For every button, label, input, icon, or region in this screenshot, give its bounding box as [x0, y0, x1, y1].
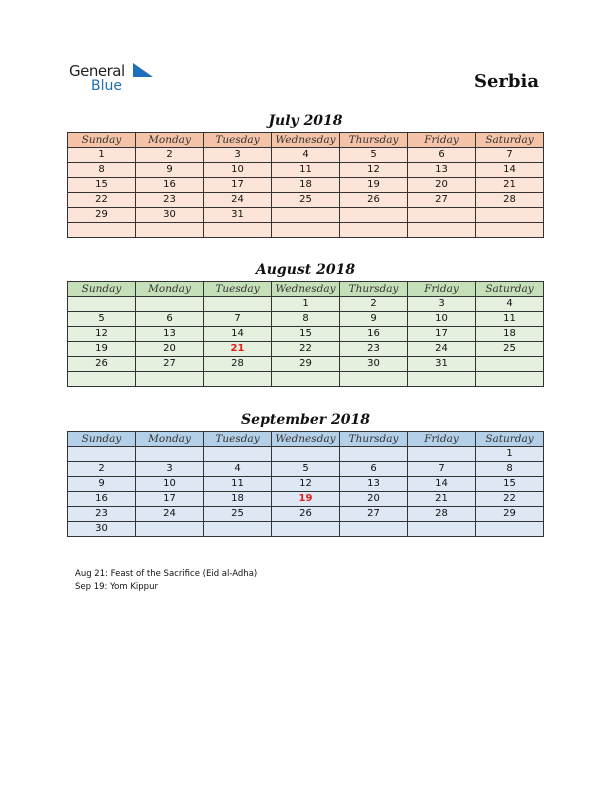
- day-cell: 25: [204, 507, 272, 522]
- weekday-header: Sunday: [68, 432, 136, 447]
- day-cell: 5: [340, 148, 408, 163]
- day-cell: 15: [272, 327, 340, 342]
- day-cell: 9: [68, 477, 136, 492]
- weekday-header: Thursday: [340, 432, 408, 447]
- day-cell: 5: [68, 312, 136, 327]
- day-cell: 6: [408, 148, 476, 163]
- day-cell: 16: [340, 327, 408, 342]
- day-cell: [408, 372, 476, 387]
- week-row: [68, 148, 544, 163]
- week-row: [68, 312, 544, 327]
- week-row: [68, 327, 544, 342]
- day-cell: 29: [476, 507, 544, 522]
- month-title: July 2018: [268, 113, 343, 129]
- week-row: [68, 178, 544, 193]
- day-cell: 14: [476, 163, 544, 178]
- day-cell: 6: [340, 462, 408, 477]
- day-cell: 28: [476, 193, 544, 208]
- day-cell: 6: [136, 312, 204, 327]
- day-cell: 20: [408, 178, 476, 193]
- day-cell: 16: [136, 178, 204, 193]
- day-cell: 4: [476, 297, 544, 312]
- day-cell: [272, 447, 340, 462]
- day-cell: [476, 223, 544, 238]
- logo-word-blue: Blue: [91, 78, 122, 94]
- day-cell: 12: [340, 163, 408, 178]
- day-cell: [68, 372, 136, 387]
- day-cell: 8: [272, 312, 340, 327]
- day-cell: [272, 372, 340, 387]
- day-cell: 18: [204, 492, 272, 507]
- day-cell: [476, 357, 544, 372]
- day-cell: 14: [408, 477, 476, 492]
- country-title: Serbia: [473, 71, 539, 92]
- day-cell: 14: [204, 327, 272, 342]
- week-row: [68, 223, 544, 238]
- day-cell: 31: [408, 357, 476, 372]
- holiday-note: Aug 21: Feast of the Sacrifice (Eid al-Adha): [75, 569, 258, 579]
- day-cell: [340, 208, 408, 223]
- weekday-header-row: [68, 282, 544, 297]
- day-cell: 2: [68, 462, 136, 477]
- day-cell: 17: [204, 178, 272, 193]
- month-august: [67, 261, 544, 387]
- day-cell: [476, 372, 544, 387]
- week-row: [68, 342, 544, 357]
- day-cell: 19: [340, 178, 408, 193]
- day-cell: [136, 447, 204, 462]
- day-cell: [340, 522, 408, 537]
- day-cell: 4: [272, 148, 340, 163]
- day-cell: 30: [340, 357, 408, 372]
- day-cell: [476, 522, 544, 537]
- day-cell: 27: [136, 357, 204, 372]
- day-cell: 18: [272, 178, 340, 193]
- day-cell: 19: [68, 342, 136, 357]
- day-cell: 11: [204, 477, 272, 492]
- week-row: [68, 447, 544, 462]
- week-row: [68, 507, 544, 522]
- day-cell: [68, 297, 136, 312]
- day-cell: 4: [204, 462, 272, 477]
- weekday-header: Friday: [408, 133, 476, 148]
- day-cell: 21: [408, 492, 476, 507]
- calendar-grid: [67, 431, 544, 537]
- day-cell: 25: [272, 193, 340, 208]
- day-cell: 21: [204, 342, 272, 357]
- day-cell: [68, 447, 136, 462]
- day-cell: [340, 447, 408, 462]
- day-cell: 17: [408, 327, 476, 342]
- day-cell: 3: [408, 297, 476, 312]
- day-cell: 2: [136, 148, 204, 163]
- day-cell: 29: [68, 208, 136, 223]
- day-cell: [136, 372, 204, 387]
- day-cell: 8: [476, 462, 544, 477]
- day-cell: 16: [68, 492, 136, 507]
- day-cell: [272, 223, 340, 238]
- day-cell: [204, 297, 272, 312]
- day-cell: 7: [408, 462, 476, 477]
- day-cell: 9: [340, 312, 408, 327]
- day-cell: [204, 522, 272, 537]
- day-cell: [408, 223, 476, 238]
- calendar-grid: [67, 132, 544, 238]
- day-cell: 13: [408, 163, 476, 178]
- weekday-header: Thursday: [340, 282, 408, 297]
- weekday-header-row: [68, 133, 544, 148]
- day-cell: 10: [204, 163, 272, 178]
- day-cell: 5: [272, 462, 340, 477]
- day-cell: 7: [204, 312, 272, 327]
- weekday-header: Friday: [408, 282, 476, 297]
- day-cell: [340, 372, 408, 387]
- weekday-header: Thursday: [340, 133, 408, 148]
- weekday-header: Friday: [408, 432, 476, 447]
- week-row: [68, 372, 544, 387]
- day-cell: [408, 208, 476, 223]
- day-cell: 22: [272, 342, 340, 357]
- day-cell: 23: [136, 193, 204, 208]
- day-cell: 11: [272, 163, 340, 178]
- month-july: [67, 112, 544, 238]
- day-cell: 8: [68, 163, 136, 178]
- day-cell: [204, 223, 272, 238]
- day-cell: 17: [136, 492, 204, 507]
- logo-word-general: General: [69, 62, 125, 80]
- weekday-header: Saturday: [476, 133, 544, 148]
- week-row: [68, 522, 544, 537]
- weekday-header: Monday: [136, 133, 204, 148]
- day-cell: 15: [68, 178, 136, 193]
- day-cell: 3: [136, 462, 204, 477]
- weekday-header: Tuesday: [204, 432, 272, 447]
- month-title: September 2018: [241, 412, 370, 428]
- weekday-header-row: [68, 432, 544, 447]
- day-cell: 10: [136, 477, 204, 492]
- month-september: [67, 411, 544, 537]
- day-cell: 29: [272, 357, 340, 372]
- day-cell: 13: [340, 477, 408, 492]
- day-cell: 3: [204, 148, 272, 163]
- calendar-grid: [67, 281, 544, 387]
- day-cell: 12: [68, 327, 136, 342]
- weekday-header: Saturday: [476, 432, 544, 447]
- day-cell: [136, 223, 204, 238]
- day-cell: 24: [204, 193, 272, 208]
- day-cell: [408, 522, 476, 537]
- week-row: [68, 208, 544, 223]
- weekday-header: Monday: [136, 282, 204, 297]
- week-row: [68, 462, 544, 477]
- weekday-header: Wednesday: [272, 432, 340, 447]
- day-cell: 11: [476, 312, 544, 327]
- weekday-header: Saturday: [476, 282, 544, 297]
- day-cell: [136, 297, 204, 312]
- day-cell: 28: [408, 507, 476, 522]
- day-cell: 20: [340, 492, 408, 507]
- day-cell: 21: [476, 178, 544, 193]
- weekday-header: Wednesday: [272, 282, 340, 297]
- day-cell: 23: [340, 342, 408, 357]
- day-cell: [476, 208, 544, 223]
- week-row: [68, 163, 544, 178]
- day-cell: 1: [476, 447, 544, 462]
- day-cell: 13: [136, 327, 204, 342]
- day-cell: 20: [136, 342, 204, 357]
- day-cell: [340, 223, 408, 238]
- month-title: August 2018: [255, 262, 356, 278]
- weekday-header: Sunday: [68, 282, 136, 297]
- day-cell: [272, 522, 340, 537]
- day-cell: 24: [136, 507, 204, 522]
- day-cell: 22: [68, 193, 136, 208]
- day-cell: 30: [68, 522, 136, 537]
- day-cell: 27: [408, 193, 476, 208]
- day-cell: 1: [68, 148, 136, 163]
- day-cell: 18: [476, 327, 544, 342]
- day-cell: 31: [204, 208, 272, 223]
- day-cell: [408, 447, 476, 462]
- day-cell: 28: [204, 357, 272, 372]
- weekday-header: Sunday: [68, 133, 136, 148]
- day-cell: 1: [272, 297, 340, 312]
- day-cell: [204, 372, 272, 387]
- day-cell: 25: [476, 342, 544, 357]
- day-cell: 22: [476, 492, 544, 507]
- day-cell: 23: [68, 507, 136, 522]
- day-cell: 24: [408, 342, 476, 357]
- week-row: [68, 193, 544, 208]
- day-cell: 9: [136, 163, 204, 178]
- holiday-notes: [75, 568, 257, 594]
- day-cell: 26: [340, 193, 408, 208]
- week-row: [68, 477, 544, 492]
- week-row: [68, 297, 544, 312]
- weekday-header: Monday: [136, 432, 204, 447]
- day-cell: 26: [272, 507, 340, 522]
- day-cell: 27: [340, 507, 408, 522]
- day-cell: 26: [68, 357, 136, 372]
- holiday-note: Sep 19: Yom Kippur: [75, 582, 158, 592]
- day-cell: [272, 208, 340, 223]
- day-cell: 10: [408, 312, 476, 327]
- day-cell: 15: [476, 477, 544, 492]
- week-row: [68, 357, 544, 372]
- day-cell: 7: [476, 148, 544, 163]
- weekday-header: Tuesday: [204, 133, 272, 148]
- day-cell: [204, 447, 272, 462]
- day-cell: 2: [340, 297, 408, 312]
- weekday-header: Wednesday: [272, 133, 340, 148]
- day-cell: [68, 223, 136, 238]
- week-row: [68, 492, 544, 507]
- day-cell: [136, 522, 204, 537]
- day-cell: 19: [272, 492, 340, 507]
- weekday-header: Tuesday: [204, 282, 272, 297]
- day-cell: 30: [136, 208, 204, 223]
- day-cell: 12: [272, 477, 340, 492]
- logo-triangle-icon: [133, 63, 153, 77]
